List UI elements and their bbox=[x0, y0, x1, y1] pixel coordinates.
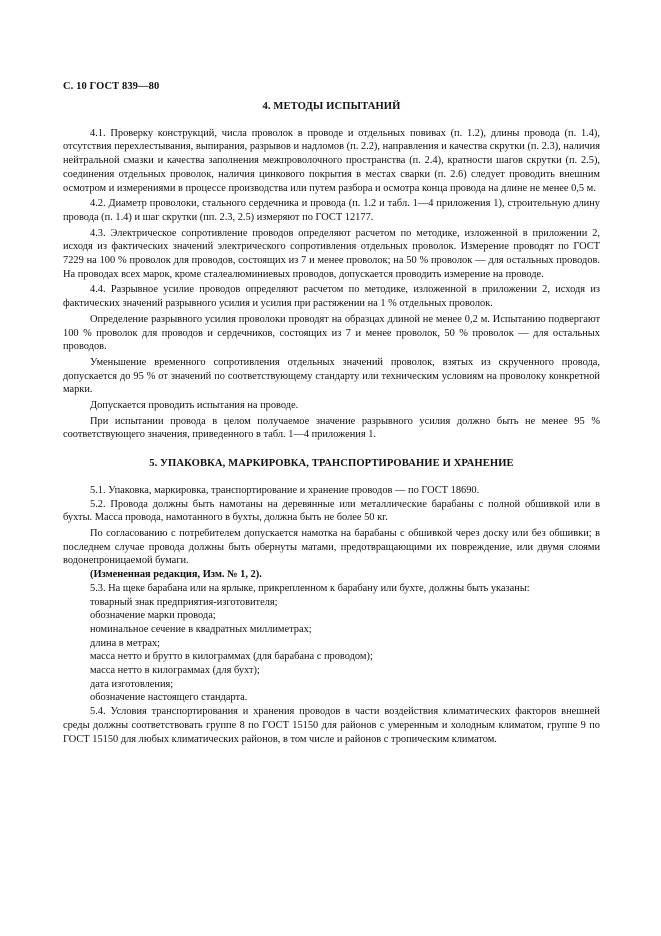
amendment-note: (Измененная редакция, Изм. № 1, 2). bbox=[90, 569, 262, 581]
paragraph-5-3: 5.3. На щеке барабана или на ярлыке, прикрепленном к барабану или бухте, должны быть указаны: bbox=[90, 582, 530, 594]
paragraph-5-1: 5.1. Упаковка, маркировка, транспортирование и хранение проводов — по ГОСТ 18690. bbox=[90, 484, 480, 496]
section-5-title: 5. УПАКОВКА, МАРКИРОВКА, ТРАНСПОРТИРОВАНИЕ И ХРАНЕНИЕ bbox=[149, 458, 514, 470]
paragraph-4-4-c: Допускается проводить испытания на проводе. bbox=[90, 400, 299, 412]
list-item: масса нетто и брутто в килограммах (для барабана с проводом); bbox=[90, 651, 373, 663]
paragraph-4-4-d: При испытании провода в целом получаемое значение разрывного усилия должно быть не менее 95 % соответствующего значения, приведенного в табл. 1—4 приложения 1. bbox=[63, 415, 600, 441]
paragraph-5-2-a: По согласованию с потребителем допускается намотка на барабаны с обшивкой через доску или без обшивки; в последнем случае провода должны быть обернуты матами, предотвращающими их повреждение, или двумя слоями водонепроницаемой бумаги. bbox=[63, 527, 600, 567]
section-4-title: 4. МЕТОДЫ ИСПЫТАНИЙ bbox=[262, 101, 401, 112]
list-item: обозначение настоящего стандарта. bbox=[90, 692, 248, 704]
list-item: номинальное сечение в квадратных миллиметрах; bbox=[90, 623, 312, 635]
paragraph-4-4-a: Определение разрывного усилия проволоки проводят на образцах длиной не менее 0,2 м. Испытанию подвергают 100 % проволок для проводов и сердечников, состоящих из 7 и менее проволок, 50 % проволок — для остальных проводов. bbox=[63, 313, 600, 353]
list-item: дата изготовления; bbox=[90, 678, 174, 690]
paragraph-4-1: 4.1. Проверку конструкций, числа проволок в проводе и отдельных повивах (п. 1.2), длины провода (п. 1.4), отсутствия перехлестывания, выпирания, разрывов и надломов (п. 2.2), направления и качества скрутки (п. 2.3), наличия нейтральной смазки и качества заполнения межпроволочного пространства (п. 2.4), кратности шагов скрутки (п. 2.5), соединения отдельных проволок, наличия цинкового покрытия в местах сварки (п. 2.6) следует проводить внешним осмотром и измерениями в процессе производства или путем разбора и осмотра конца провода на длине не менее 0,5 м. bbox=[63, 127, 600, 194]
paragraph-4-4-b: Уменьшение временного сопротивления отдельных значений проволок, взятых из скрученного провода, допускается до 95 % от значений по соответствующему стандарту или техническим условиям на проволоку конкретной марки. bbox=[63, 356, 600, 396]
paragraph-4-3: 4.3. Электрическое сопротивление проводов определяют расчетом по методике, изложенной в приложении 2, исходя из фактических значений электрического сопротивления отдельных проволок. Измерение проводят по ГОСТ 7229 на 100 % проволок для проводов, состоящих из 7 и менее проволок; на 50 % проволок — для остальных проводов. На проводах всех марок, кроме сталеалюминиевых проводов, допускается проводить измерение на проводе. bbox=[63, 227, 600, 280]
list-item: товарный знак предприятия-изготовителя; bbox=[90, 596, 278, 608]
list-item: обозначение марки провода; bbox=[90, 610, 216, 622]
page-content bbox=[63, 100, 600, 746]
list-item: длина в метрах; bbox=[90, 637, 161, 649]
paragraph-5-2: 5.2. Провода должны быть намотаны на деревянные или металлические барабаны с полной обшивкой или в бухты. Масса провода, намотанного в бухты, должна быть не более 50 кг. bbox=[63, 498, 600, 524]
paragraph-4-4: 4.4. Разрывное усилие проводов определяют расчетом по методике, изложенной в приложении 2, исходя из фактических значений разрывного усилия и усилия при растяжении на 1 % отдельных проволок. bbox=[63, 284, 600, 310]
running-head: С. 10 ГОСТ 839—80 bbox=[63, 81, 160, 92]
list-item: масса нетто в килограммах (для бухт); bbox=[90, 665, 260, 677]
paragraph-5-4: 5.4. Условия транспортирования и хранения проводов в части воздействия климатических факторов внешней среды должны соответствовать группе 8 по ГОСТ 15150 для районов с умеренным и холодным климатом, группе 9 по ГОСТ 15150 для любых климатических районов, в том числе и районов с тропическим климатом. bbox=[63, 706, 600, 745]
paragraph-4-2: 4.2. Диаметр проволоки, стального сердечника и провода (п. 1.2 и табл. 1—4 приложения 1), строительную длину провода (п. 1.4) и шаг скрутки (пп. 2.3, 2.5) измеряют по ГОСТ 12177. bbox=[63, 198, 600, 223]
